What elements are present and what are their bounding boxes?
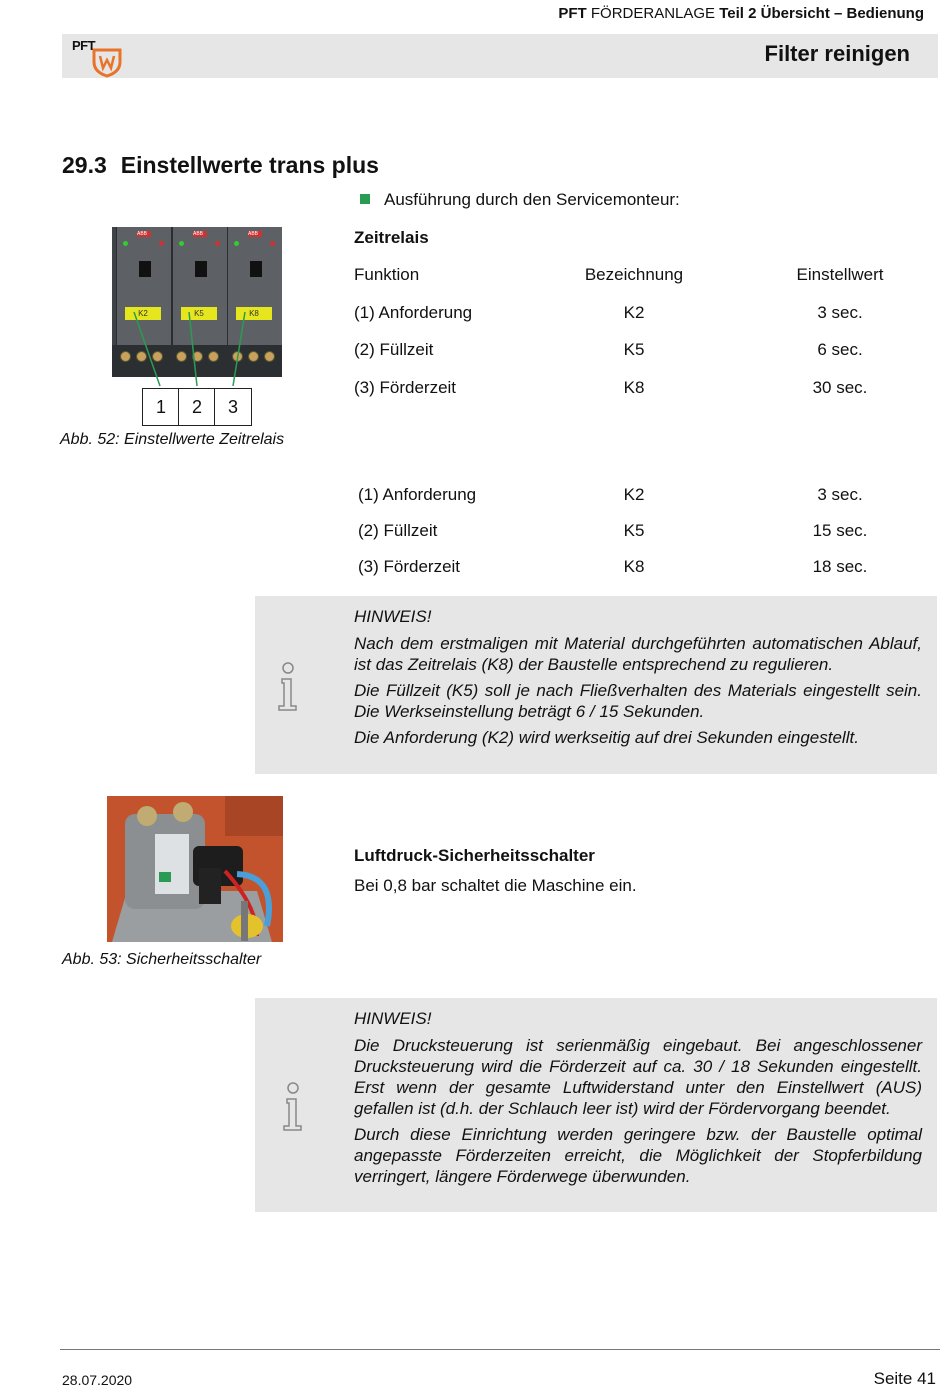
cell-bezeichnung: K2 [623, 303, 645, 322]
cell-einstellwert: 3 sec. [817, 303, 863, 322]
notice-paragraph: Durch diese Einrichtung werden geringere bzw. der Baustelle optimal angepasste Förderzeiten erreicht, die Möglichkeit der Stopferbildung verringert, längere Förderwege überwunden. [354, 1125, 922, 1186]
table-header-row [354, 265, 894, 289]
zeitrelais-heading: Zeitrelais [354, 228, 429, 247]
cell-bezeichnung: K2 [623, 485, 645, 504]
cell-funktion: (1) Anforderung [354, 303, 473, 322]
relay-label: K2 [125, 307, 161, 320]
table-row [354, 303, 894, 327]
cell-bezeichnung: K5 [623, 340, 645, 359]
header-doc-part: FÖRDERANLAGE [590, 5, 716, 22]
relay-brand-label: ABB [248, 231, 262, 237]
section-title: Einstellwerte trans plus [120, 152, 379, 178]
relay-label: K8 [236, 307, 272, 320]
cell-funktion: (2) Füllzeit [358, 521, 438, 540]
cell-einstellwert: 6 sec. [817, 340, 863, 359]
logo-text: PFT [72, 38, 96, 53]
footer-date: 28.07.2020 [62, 1372, 133, 1388]
cell-bezeichnung: K8 [623, 557, 645, 576]
header-brand: PFT [558, 5, 587, 22]
bullet-item [360, 190, 680, 210]
cell-bezeichnung: K5 [623, 521, 645, 540]
cell-funktion: (3) Förderzeit [354, 378, 457, 397]
notice-box [255, 596, 937, 774]
notice-paragraph: Die Drucksteuerung ist serienmäßig eingebaut. Bei angeschlossener Drucksteuerung wird die Förderzeit auf ca. 30 / 18 Sekunden eingestellt. Erst wenn der gesamte Luftwiderstand unter den Einstellwert (AUS) gefallen ist (d.h. der Schlauch leer ist) wird der Fördervorgang beendet. [354, 1036, 922, 1118]
table-row [358, 521, 898, 545]
relay-brand-label: ABB [193, 231, 207, 237]
notice-paragraph: Die Anforderung (K2) wird werkseitig auf drei Sekunden eingestellt. [354, 728, 859, 747]
cell-einstellwert: 30 sec. [812, 378, 868, 397]
cell-einstellwert: 15 sec. [812, 521, 868, 540]
pressure-switch-illustration [107, 796, 283, 942]
led-icon [123, 241, 128, 246]
info-icon [280, 1082, 306, 1132]
notice-title: HINWEIS! [354, 607, 432, 626]
page-title: Filter reinigen [764, 41, 910, 66]
notice-body [354, 606, 922, 753]
col-header-funktion: Funktion [354, 265, 420, 284]
led-icon [234, 241, 239, 246]
relay-brand-label: ABB [137, 231, 151, 237]
figure-caption: Abb. 53: Sicherheitsschalter [62, 951, 262, 968]
dial-icon [250, 261, 262, 277]
bullet-text: Ausführung durch den Servicemonteur: [384, 190, 680, 209]
table-row [358, 485, 898, 509]
callout-number: 3 [214, 388, 252, 426]
cell-funktion: (2) Füllzeit [354, 340, 434, 359]
figure-caption: Abb. 52: Einstellwerte Zeitrelais [60, 431, 285, 448]
led-icon [159, 241, 164, 246]
footer-page-number: Seite 41 [873, 1369, 936, 1388]
logo-shield-icon [72, 38, 124, 78]
header-doc-section: Teil 2 Übersicht – Bedienung [719, 5, 924, 22]
section-number: 29.3 [62, 152, 107, 178]
notice-box [255, 998, 937, 1212]
cell-einstellwert: 3 sec. [817, 485, 863, 504]
cell-funktion: (3) Förderzeit [358, 557, 461, 576]
led-icon [179, 241, 184, 246]
table-row [358, 557, 898, 581]
cell-bezeichnung: K8 [623, 378, 645, 397]
cell-funktion: (1) Anforderung [358, 485, 477, 504]
bullet-square-icon [360, 194, 370, 204]
relay-label: K5 [181, 307, 217, 320]
info-icon [275, 662, 301, 712]
col-header-bezeichnung: Bezeichnung [584, 265, 684, 284]
section-heading [62, 152, 379, 179]
pressure-switch-photo [107, 796, 283, 942]
notice-body [354, 1008, 922, 1192]
notice-paragraph: Die Füllzeit (K5) soll je nach Fließverhalten des Materials eingestellt sein. Die Werkseinstellung beträgt 6 / 15 Sekunden. [354, 681, 922, 721]
table-row [354, 378, 894, 402]
led-icon [215, 241, 220, 246]
notice-paragraph: Nach dem erstmaligen mit Material durchgeführten automatischen Ablauf, ist das Zeitrelais (K8) der Baustelle entsprechend zu regulieren. [354, 634, 922, 674]
pft-logo [72, 38, 124, 78]
cell-einstellwert: 18 sec. [812, 557, 868, 576]
luftdruck-text: Bei 0,8 bar schaltet die Maschine ein. [354, 876, 637, 895]
dial-icon [195, 261, 207, 277]
callout-number: 1 [142, 388, 180, 426]
callout-number: 2 [178, 388, 216, 426]
led-icon [270, 241, 275, 246]
notice-title: HINWEIS! [354, 1009, 432, 1028]
table-row [354, 340, 894, 364]
footer-divider [60, 1349, 940, 1350]
dial-icon [139, 261, 151, 277]
document-header [558, 5, 924, 22]
callout-lines [112, 300, 282, 390]
luftdruck-heading: Luftdruck-Sicherheitsschalter [354, 846, 595, 865]
col-header-einstellwert: Einstellwert [796, 265, 884, 284]
